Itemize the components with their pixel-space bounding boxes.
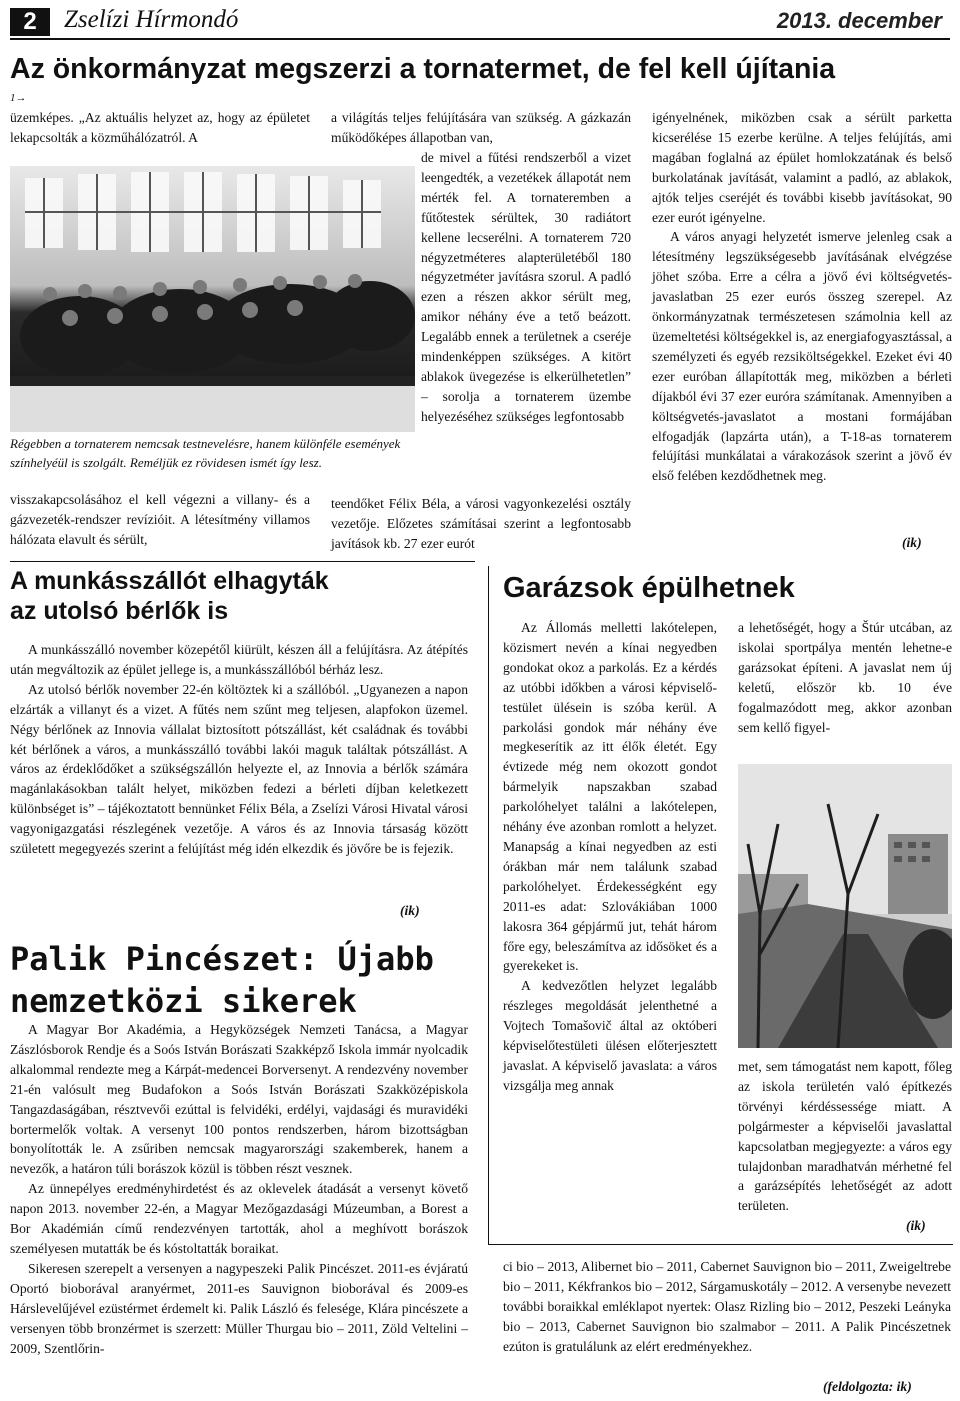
article3-para2: Az ünnepélyes eredményhirdetést és az oklevelek átadását a versenyt követő napon 2013. november 22-én, a Magyar Mezőgazdasági Múzeumban, a Borest a Bor Akadémián című rendezvényen tartották, ahol a meghívott borászok személyesen mutatták be és kóstoltatták boraikat. (10, 1181, 468, 1256)
article4-headline: Garázsok épülhetnek (503, 572, 795, 604)
article1-col2-bottom: teendőket Félix Béla, a városi vagyonkezelési osztály vezetője. Előzetes számításai szerint a legfontosabb javítások kb. 27 ezer eurót (331, 496, 631, 551)
article4-col2-bottom: met, sem támogatást nem kapott, főleg az iskola területén való építkezés törvényi kérdéssessége miatt. A polgármester a képviselői javaslattal kapcsolatban megjegyezte: a város egy tulajdonban maradhatván mérhetné fel a garázsépítés lehetőségét az adott területen. (738, 1059, 952, 1214)
newspaper-name: Zselízi Hírmondó (64, 6, 239, 33)
gym-event-audience-photo-icon (10, 166, 415, 432)
article1-col3-para1: igényelnének, miközben csak a sérült parketta kicserélése 15 ezerbe kerülne. A teljes felújítás, ami magában foglalná az épület homlokzatának és belső burkolatának javítását, valamint a padló, az ablakok, ajtók teljes cseréjét és további kisebb javításokat, 90 ezer eurót igényelne. (652, 110, 952, 225)
article3-continued: ci bio – 2013, Alibernet bio – 2011, Cabernet Sauvignon bio – 2011, Zweigeltrebe bio – 2011, Kékfrankos bio – 2012, Sárgamuskotály – 2012. A versenybe nevezett további boraikkal emléklapot nyertek: Olasz Rizling bio – 2012, Peszeki Leányka bio – 2013, Cabernet Sauvignon bio szalmabor – 2011. A Palik Pincészetnek ezúton is gratulálunk az elért eredményekhez. (503, 1259, 951, 1354)
article2-headline-line1: A munkásszállót elhagyták (10, 567, 329, 595)
article3-headline (10, 938, 480, 1022)
article4-left-rule (488, 566, 489, 1245)
article1-col3 (652, 108, 952, 486)
article1-col2-wrap: de mivel a fűtési rendszerből a vizet leengedték, a vezetékek állapotát nem mérték fel. A tornateremben a fűtőtestek sérültek, 30 radiátort kellene lecserélni. A tornaterem 720 négyzetméteres alapterületéből 180 négyzetméter javításra szorul. A padló ezen a részen akkor sérült meg, amikor néhány éve a tető beázott. Legalább ennek a területnek a cseréje mindenképpen szükséges. A kitört ablakok üvegezése is elkerülhetetlen” – sorolja a tornaterem üzembe helyezéséhez szükséges legfontosabb (421, 150, 631, 424)
article2-signature: (ik) (400, 903, 420, 918)
page-number: 2 (10, 8, 50, 36)
article2-body (10, 640, 468, 859)
article4-col1-para1: Az Állomás melletti lakótelepen, közismert nevén a kínai negyedben gondokat okoz a parkolás. Ez a kérdés az utóbbi időkben a városi képviselő-testület ülésein is szóba kerül. A parkolási gondok már néhány éve megkeserítik az itt élők életét. Egy évtizede még nem okozott gondot bármelyik napszakban szabad parkolóhelyet találni a lakótelepen, néhány éve azonban romlott a helyzet. Manapság a kínai negyedben az esti órákban már nem találunk szabad parkolóhelyet. Érdekességként egy 2011-es adat: Szlovákiában 1000 lakosra 364 gépjármű jut, tehát három főre egy, beleszámítva az idősöket és a gyerekeket is. (503, 620, 717, 974)
article1-col3-para2: A város anyagi helyzetét ismerve jelenleg csak a létesítmény legszükségesebb javításának elvégzése jöhet szóba. Erre a célra a jövő évi költségvetés-javaslatban 25 ezer eurós összeg szerepel. Az önkormányzatnak természetesen számolnia kell az üzemeltetési költségekkel is, az energiafogyasztással, a személyzeti és egyéb rezsiköltségekkel. Ezeket évi 40 ezer euróban állapították meg, miközben a bérleti díjakból évi 37 ezer euróra számítanak. Amennyiben a költségvetés-javaslatot a mostani formájában elfogadják (lapzárta után), a T-18-as tornaterem felújítási munkálatai a várakozások szerint a jövő év első felében kezdődhetnek meg. (652, 229, 952, 484)
article3-signature: (feldolgozta: ik) (823, 1379, 912, 1394)
article1-col2-top: a világítás teljes felújítására van szükség. A gázkazán működőképes állapotban van, (331, 110, 631, 145)
issue-date: 2013. december (776, 8, 942, 33)
article4-signature: (ik) (906, 1218, 926, 1233)
article3-body (10, 1020, 468, 1358)
street-garages-photo-icon (738, 764, 952, 1048)
article3-para3: Sikeresen szerepelt a versenyen a nagypeszeki Palik Pincészet. 2011-es évjáratú Oportó bioborával aranyérmet, 2011-es Sauvignon bioborával és 2009-es Hárslevelűjével ezüstérmet érdemelt ki. Palik László és felesége, Klára pincészete a versenyen több bronzérmet is szerzett: Müller Thurgau bio – 2011, Zöld Veltelini – 2009, Szentlőrin- (10, 1260, 468, 1356)
continuation-mark: 1→ (10, 92, 27, 104)
article3-headline-line2: nemzetközi sikerek (10, 982, 357, 1020)
article1-signature: (ik) (902, 535, 922, 550)
article2-headline (10, 566, 480, 626)
article2-headline-line2: az utolsó bérlők is (10, 597, 229, 625)
article4-bottom-rule (488, 1244, 953, 1245)
article4-col1 (503, 618, 717, 1096)
article2-para1: A munkásszálló november közepétől kiürült, készen áll a felújításra. Az átépítés után megváltozik az épület jellege is, a munkásszállóból bérház lesz. (10, 642, 468, 677)
photo-caption: Régebben a tornaterem nemcsak testnevelésre, hanem különféle események színhelyéül is szolgált. Reméljük ez rövidesen ismét így lesz. (10, 436, 401, 470)
garage-street-photo (738, 764, 952, 1048)
article1-col1-bottom: visszakapcsolásához el kell végezni a villany- és a gázvezeték-rendszer revízióit. A létesítmény villamos hálózata elavult és sérült, (10, 492, 310, 547)
article4-col1-para2: A kedvezőtlen helyzet legalább részleges megoldását jelenthetné a Vojtech Tomašovič által az októberi képviselőtestületi ülésen előterjesztett javaslat. A képviselő javaslata: a város vizsgálja meg annak (503, 978, 717, 1093)
gym-event-photo (10, 166, 415, 432)
article1-headline: Az önkormányzat megszerzi a tornatermet, de fel kell újítania (10, 53, 836, 85)
article3-headline-line1: Palik Pincészet: Újabb (10, 940, 434, 978)
header-rule (10, 38, 950, 40)
article3-para1: A Magyar Bor Akadémia, a Hegyközségek Nemzeti Tanácsa, a Magyar Zászlósborok Rendje és a Soós István Borászati Szakképző Iskola immár nyolcadik alkalommal rendezte meg a Kárpát-medencei Borversenyt. A rendezvény november 21-én valósult meg Budafokon a Soós István Borászati Szakközépiskola Tangazdaságában, résztvevői ezúttal is felvidéki, erdélyi, vajdasági és muravidéki bortermelők voltak. A versenyt 100 pontos rendszerben, három bizottságban bonyolították le. A zsűriben nemcsak magyarországi szakemberek, hanem a nevezők, a határon túli borászok közül is többen részt vesznek. (10, 1022, 468, 1177)
article4-col2-top: a lehetőségét, hogy a Štúr utcában, az iskolai sportpálya mentén lehetne-e garázsokat építeni. A javaslat nem új keletű, először kb. 10 éve fogalmazódott meg, akkor azonban sem kellő figyel- (738, 620, 952, 735)
article1-col1-top: üzemképes. „Az aktuális helyzet az, hogy az épületet lekapcsolták a közműhálózatról. A (10, 110, 310, 145)
article2-para2: Az utolsó bérlők november 22-én költöztek ki a szállóból. „Ugyanezen a napon elzárták a villanyt és a vizet. A fűtés nem szűnt meg teljesen, alapfokon üzemel. Négy bérlőnek az Innovia vállalat biztosított pótszállást, két családnak és további két bérlőnek a város, a munkásszálló további lakói maguk találtak pótszállást. A város az érdeklődőket a szükségszállón helyezte el, az Innovia a bérlők számára magánlakásokban talált helyet, miközben fedezi a bérleti díjban keletkezett különbséget is” – tájékoztatott bennünket Félix Béla, a Zselízi Városi Hivatal városi vagyonigazgatási részlegének vezetője. A város és az Innovia társaság között született megegyezés szerint a felújítást még idén elkezdik és jövőre be is fejezik. (10, 681, 468, 857)
article2-top-rule (10, 561, 475, 562)
